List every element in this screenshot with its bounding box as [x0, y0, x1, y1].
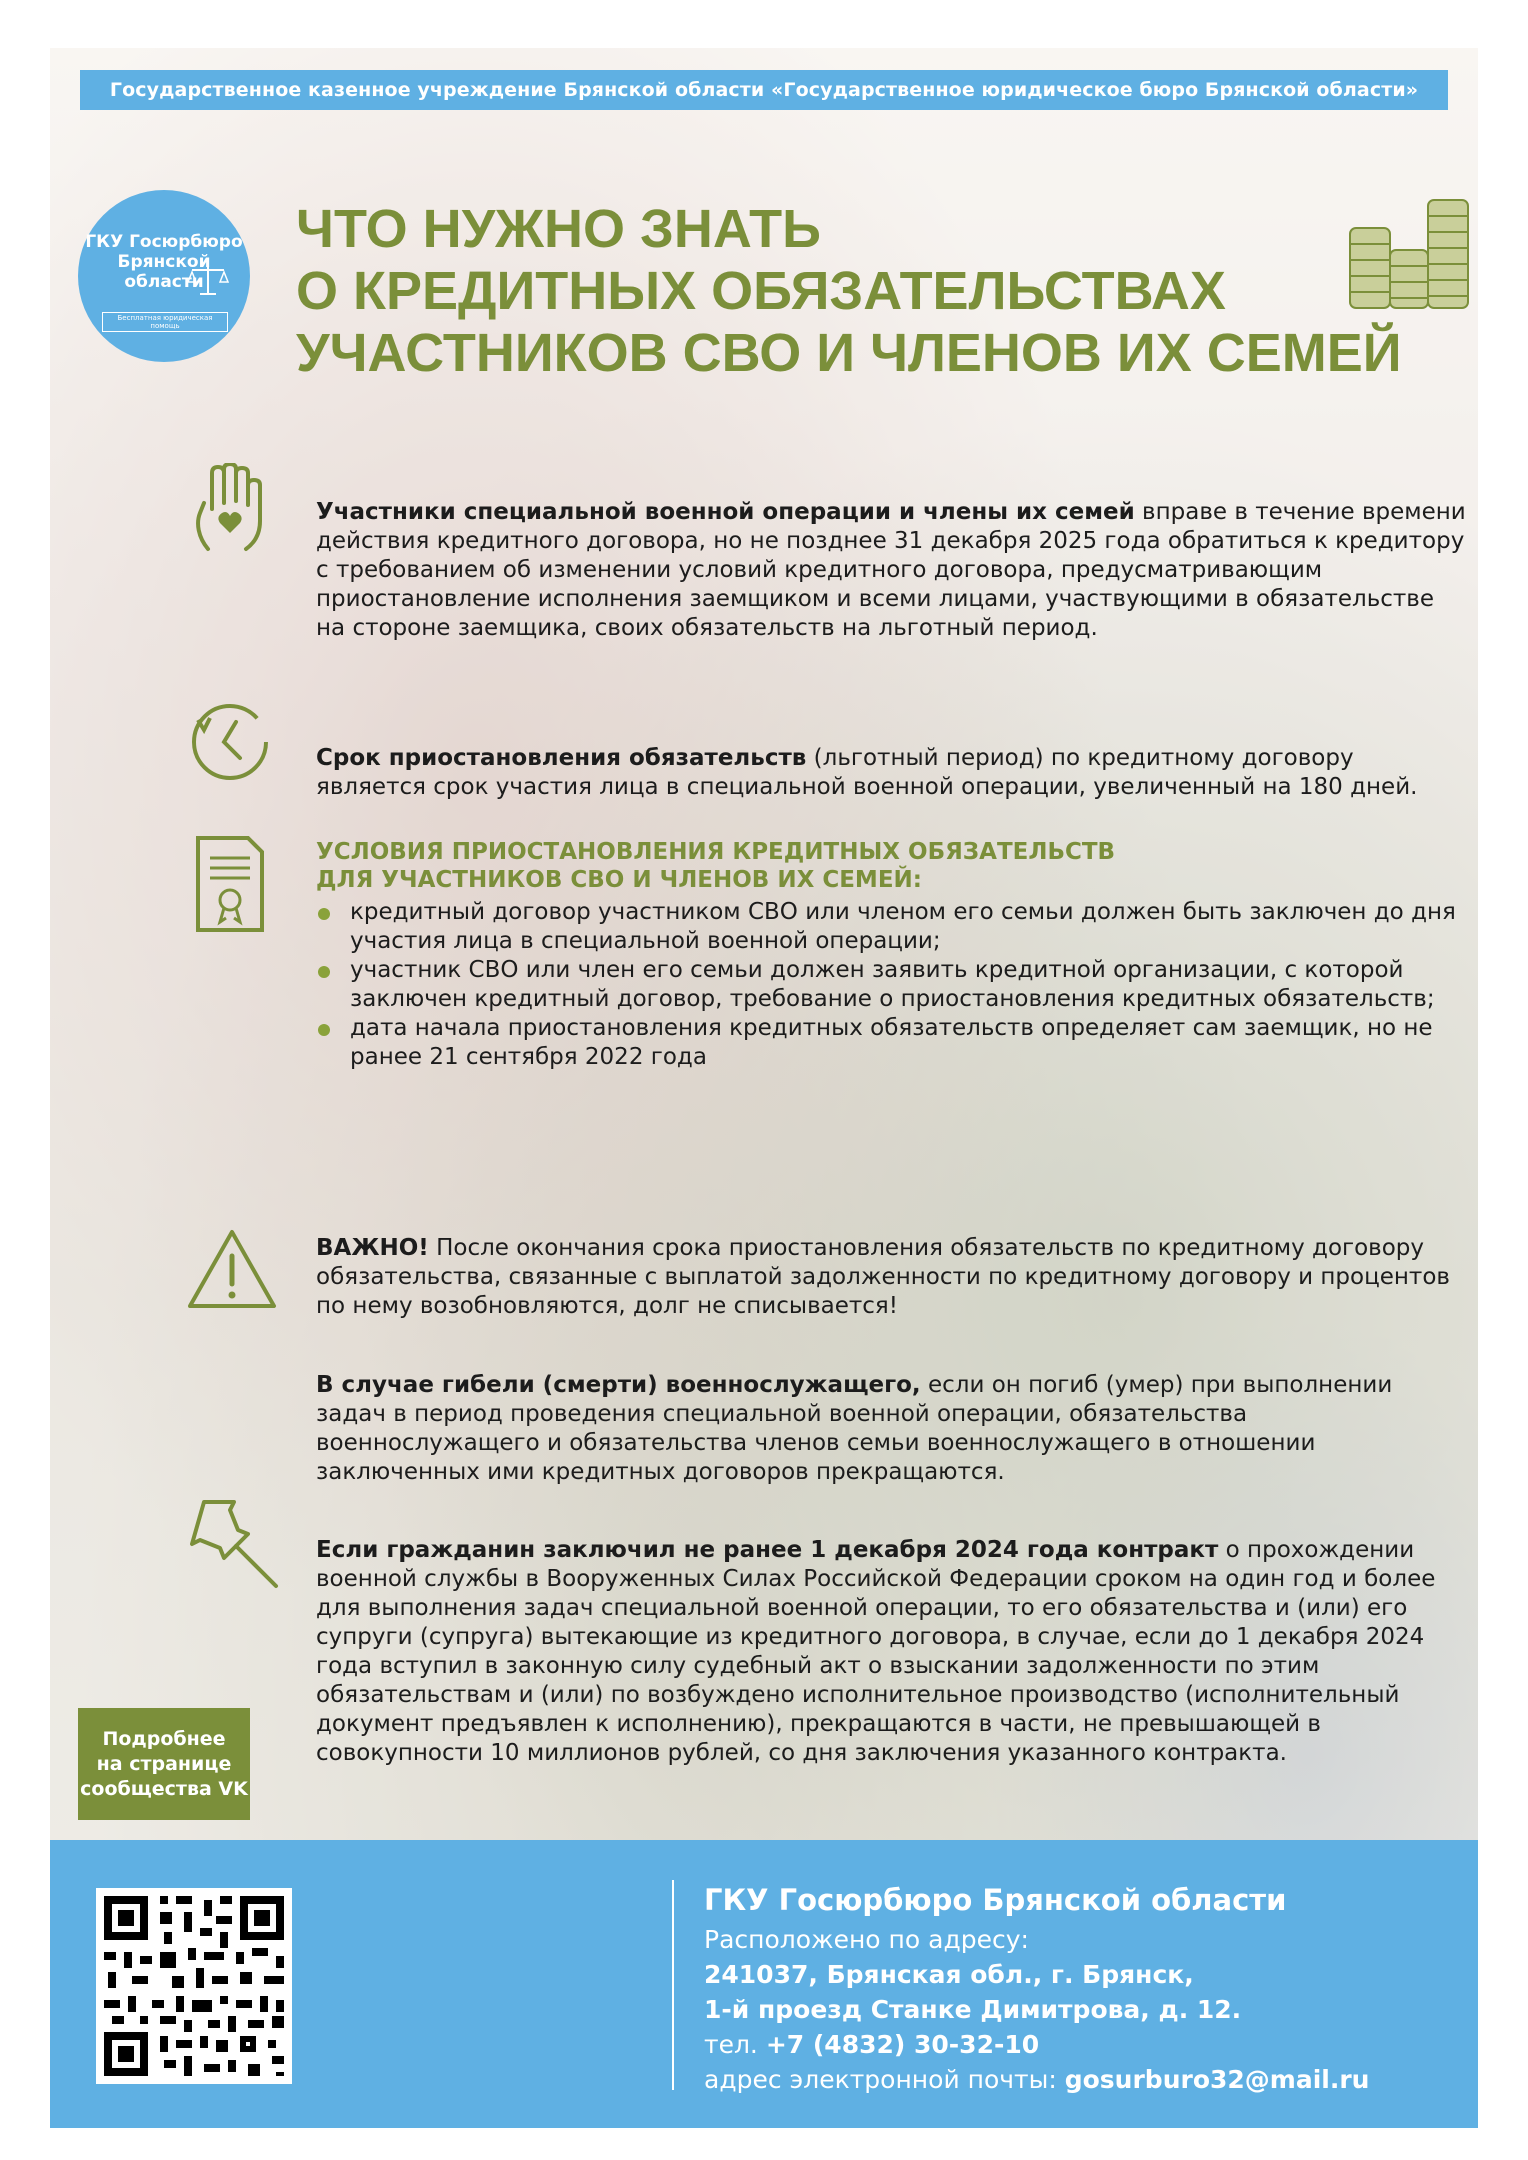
vk-line-1: Подробнее	[102, 1727, 226, 1750]
top-banner	[80, 70, 1448, 110]
section-important-text: После окончания срока приостановления обязательств по кредитному договору обязательства, связанные с выплатой задолженности по кредитному договору и процентов по нему возобновляются, долг не списывается!	[316, 1235, 1450, 1319]
section-death-case-bold: В случае гибели (смерти) военнослужащего,	[316, 1372, 921, 1398]
vk-line-2: на странице	[96, 1752, 232, 1775]
flyer-page	[50, 48, 1478, 2128]
contact-info	[704, 1882, 1369, 2097]
footer-org-name: ГКУ Госюрбюро Брянской области	[704, 1883, 1287, 1917]
certificate-icon	[194, 834, 266, 934]
section-death-case-text: если он погиб (умер) при выполнении задач в период проведения специальной военной операции, обязательства военнослужащего и обязательства членов семьи военнослужащего в отношении заключенных ими кредитных договоров прекращаются.	[316, 1372, 1393, 1485]
page-title	[296, 198, 1402, 384]
section-credit-holidays-bold: Участники специальной военной операции и члены их семей	[316, 499, 1135, 525]
email-link[interactable]: gosurburo32@mail.ru	[1064, 2065, 1370, 2094]
hand-heart-icon	[190, 463, 270, 555]
clock-icon	[188, 700, 272, 784]
section-credit-holidays-text: вправе в течение времени действия кредитного договора, но не позднее 31 декабря 2025 года обратиться к кредитору с требованием об изменении условий кредитного договора, предусматривающим приостановление исполнения заемщиком и всеми лицами, участвующими в обязательстве на стороне заемщика, своих обязательств на льготный период.	[316, 499, 1466, 641]
logo-name: ГКУ Госюрбюро Брянской области	[85, 232, 243, 292]
vk-link-box[interactable]	[78, 1708, 250, 1820]
title-line-1: ЧТО НУЖНО ЗНАТЬ	[296, 199, 821, 259]
section-suspension-period	[316, 744, 1466, 802]
email-row	[704, 2062, 1369, 2097]
phone-number[interactable]: +7 (4832) 30-32-10	[765, 2030, 1040, 2059]
list-item: участник СВО или член его семьи должен заявить кредитной организации, с которой заключен кредитный договор, требование о приостановления кредитных обязательств;	[316, 956, 1466, 1014]
section-contract-bold: Если гражданин заключил не ранее 1 декабря 2024 года контракт	[316, 1537, 1219, 1563]
banner-text: Государственное казенное учреждение Брянской области «Государственное юридическое бюро Брянской области»	[109, 79, 1419, 101]
section-suspension-period-bold: Срок приостановления обязательств	[316, 745, 807, 771]
conditions-heading-line-2: ДЛЯ УЧАСТНИКОВ СВО И ЧЛЕНОВ ИХ СЕМЕЙ:	[316, 867, 922, 893]
section-death-case	[316, 1371, 1466, 1487]
phone-label: тел.	[704, 2030, 766, 2059]
conditions-heading-line-1: УСЛОВИЯ ПРИОСТАНОВЛЕНИЯ КРЕДИТНЫХ ОБЯЗАТЕЛЬСТВ	[316, 839, 1116, 865]
vk-line-3: сообщества VK	[80, 1777, 248, 1800]
logo	[78, 190, 250, 362]
address-line-2: 1-й проезд Станке Димитрова, д. 12.	[704, 1995, 1242, 2024]
warning-icon	[186, 1228, 278, 1310]
section-important	[316, 1234, 1466, 1321]
coins-icon	[1348, 198, 1470, 310]
section-credit-holidays	[316, 498, 1466, 643]
address-label: Расположено по адресу:	[704, 1925, 1029, 1954]
qr-code-icon	[96, 1888, 292, 2084]
list-item: кредитный договор участником СВО или членом его семьи должен быть заключен до дня участия лица в специальной военной операции;	[316, 898, 1466, 956]
title-line-3: УЧАСТНИКОВ СВО И ЧЛЕНОВ ИХ СЕМЕЙ	[296, 323, 1402, 383]
section-contract-text: о прохождении военной службы в Вооруженных Силах Российской Федерации сроком на один год и более для выполнения задач специальной военной операции, то его обязательства и (или) его супруги (супруга) вытекающие из кредитного договора, в случае, если до 1 декабря 2024 года вступил в законную силу судебный акт о взыскании задолженности по этим обязательствам и (или) по возбуждено исполнительное производство (исполнительный документ предъявлен к исполнению), прекращаются в части, не превышающей в совокупности 10 миллионов рублей, со дня заключения указанного контракта.	[316, 1537, 1436, 1766]
title-line-2: О КРЕДИТНЫХ ОБЯЗАТЕЛЬСТВАХ	[296, 261, 1226, 321]
phone-row	[704, 2027, 1369, 2062]
pushpin-icon	[184, 1494, 284, 1594]
list-item: дата начала приостановления кредитных обязательств определяет сам заемщик, но не ранее 21 сентября 2022 года	[316, 1014, 1466, 1072]
conditions-list	[316, 898, 1466, 1072]
footer-divider	[672, 1880, 674, 2090]
footer	[50, 1840, 1478, 2128]
section-contract	[316, 1536, 1466, 1768]
section-important-bold: ВАЖНО!	[316, 1235, 429, 1261]
logo-tagline: Бесплатная юридическая помощь	[102, 312, 228, 332]
qr-code[interactable]	[96, 1888, 292, 2084]
conditions-heading	[316, 838, 1416, 894]
section-suspension-period-text: (льготный период) по кредитному договору является срок участия лица в специальной военной операции, увеличенный на 180 дней.	[316, 745, 1418, 800]
email-label: адрес электронной почты:	[704, 2065, 1065, 2094]
address-line-1: 241037, Брянская обл., г. Брянск,	[704, 1960, 1194, 1989]
scales-icon	[186, 260, 230, 300]
